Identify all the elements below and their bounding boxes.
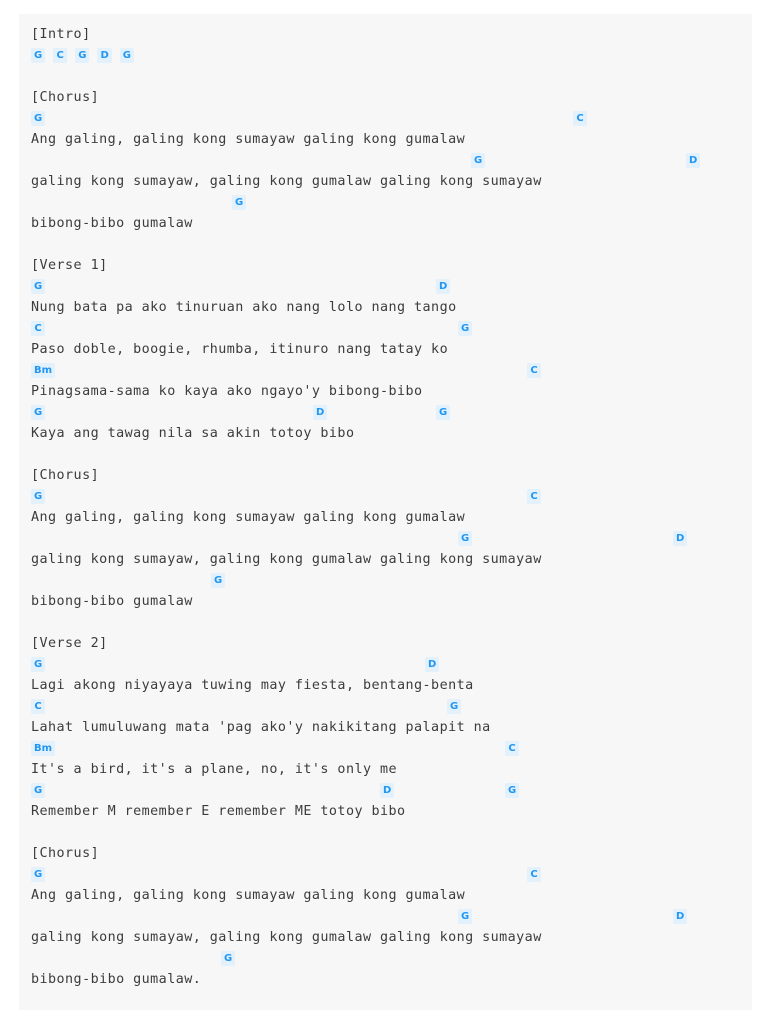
section-label: [Verse 1] xyxy=(31,258,108,273)
chord-line xyxy=(31,780,752,801)
lyric-line: galing kong sumayaw, galing kong gumalaw galing kong sumayaw xyxy=(31,930,542,945)
lyric-line: bibong-bibo gumalaw xyxy=(31,594,193,609)
lyric-line: galing kong sumayaw, galing kong gumalaw galing kong sumayaw xyxy=(31,552,542,567)
chord[interactable]: C xyxy=(31,699,45,714)
lyric-line: It's a bird, it's a plane, no, it's only me xyxy=(31,762,398,777)
chord[interactable]: G xyxy=(211,573,225,588)
section-label: [Verse 2] xyxy=(31,636,108,651)
chord[interactable]: D xyxy=(436,279,450,294)
chord[interactable]: C xyxy=(573,111,587,126)
chord-line xyxy=(31,948,752,969)
chord-line xyxy=(31,108,752,129)
chord[interactable]: D xyxy=(97,48,111,63)
section-chorus xyxy=(31,87,752,234)
chord[interactable]: C xyxy=(53,48,67,63)
chord[interactable]: C xyxy=(505,741,519,756)
chord-line xyxy=(31,402,752,423)
section-intro xyxy=(31,24,752,66)
chord-line xyxy=(31,192,752,213)
chord[interactable]: C xyxy=(527,363,541,378)
chord-line xyxy=(31,696,752,717)
lyric-line: Remember M remember E remember ME totoy bibo xyxy=(31,804,406,819)
chord[interactable]: G xyxy=(75,48,89,63)
chord[interactable]: Bm xyxy=(31,741,55,756)
lyric-line: Ang galing, galing kong sumayaw galing kong gumalaw xyxy=(31,888,466,903)
chord[interactable]: C xyxy=(527,867,541,882)
chord[interactable]: G xyxy=(458,531,472,546)
chord[interactable]: D xyxy=(380,783,394,798)
section-verse-2 xyxy=(31,633,752,822)
chord[interactable]: G xyxy=(458,321,472,336)
chord[interactable]: C xyxy=(31,321,45,336)
chord[interactable]: G xyxy=(505,783,519,798)
chord[interactable]: G xyxy=(31,48,45,63)
chord[interactable]: D xyxy=(673,531,687,546)
lyric-line: galing kong sumayaw, galing kong gumalaw galing kong sumayaw xyxy=(31,174,542,189)
chord-line xyxy=(31,654,752,675)
chord[interactable]: G xyxy=(471,153,485,168)
chord-line xyxy=(31,864,752,885)
chord[interactable]: G xyxy=(232,195,246,210)
section-label: [Chorus] xyxy=(31,846,100,861)
chord[interactable]: G xyxy=(31,867,45,882)
lyric-line: Pinagsama-sama ko kaya ako ngayo'y bibong-bibo xyxy=(31,384,423,399)
chord[interactable]: G xyxy=(458,909,472,924)
chord[interactable]: G xyxy=(31,279,45,294)
lyric-line: Ang galing, galing kong sumayaw galing kong gumalaw xyxy=(31,510,466,525)
section-label: [Chorus] xyxy=(31,90,100,105)
chord-line xyxy=(31,276,752,297)
chord[interactable]: G xyxy=(31,111,45,126)
lyric-line: Lagi akong niyayaya tuwing may fiesta, bentang-benta xyxy=(31,678,474,693)
lyric-line: Kaya ang tawag nila sa akin totoy bibo xyxy=(31,426,355,441)
chord-line xyxy=(31,360,752,381)
section-verse-1 xyxy=(31,255,752,444)
chord-line xyxy=(31,570,752,591)
chord[interactable]: D xyxy=(425,657,439,672)
chord[interactable]: G xyxy=(221,951,235,966)
section-chorus xyxy=(31,843,752,990)
chord[interactable]: G xyxy=(31,489,45,504)
chord-line xyxy=(31,906,752,927)
section-label: [Chorus] xyxy=(31,468,100,483)
chord-line xyxy=(31,318,752,339)
chord-sheet xyxy=(19,14,752,1010)
chord[interactable]: G xyxy=(120,48,134,63)
lyric-line: bibong-bibo gumalaw xyxy=(31,216,193,231)
chord[interactable]: G xyxy=(436,405,450,420)
chord[interactable]: D xyxy=(313,405,327,420)
section-chorus xyxy=(31,465,752,612)
chord[interactable]: C xyxy=(527,489,541,504)
chord[interactable]: G xyxy=(447,699,461,714)
chord-line xyxy=(31,528,752,549)
lyric-line: Nung bata pa ako tinuruan ako nang lolo nang tango xyxy=(31,300,457,315)
lyric-line: Ang galing, galing kong sumayaw galing kong gumalaw xyxy=(31,132,466,147)
chord[interactable]: Bm xyxy=(31,363,55,378)
lyric-line: Lahat lumuluwang mata 'pag ako'y nakikitang palapit na xyxy=(31,720,491,735)
chord-line xyxy=(31,738,752,759)
chord-line xyxy=(31,486,752,507)
section-label: [Intro] xyxy=(31,27,91,42)
chord[interactable]: G xyxy=(31,783,45,798)
intro-chord-line xyxy=(31,45,752,66)
chord[interactable]: G xyxy=(31,405,45,420)
chord-line xyxy=(31,150,752,171)
lyric-line: bibong-bibo gumalaw. xyxy=(31,972,202,987)
chord[interactable]: G xyxy=(31,657,45,672)
lyric-line: Paso doble, boogie, rhumba, itinuro nang tatay ko xyxy=(31,342,449,357)
chord[interactable]: D xyxy=(686,153,700,168)
chord[interactable]: D xyxy=(673,909,687,924)
